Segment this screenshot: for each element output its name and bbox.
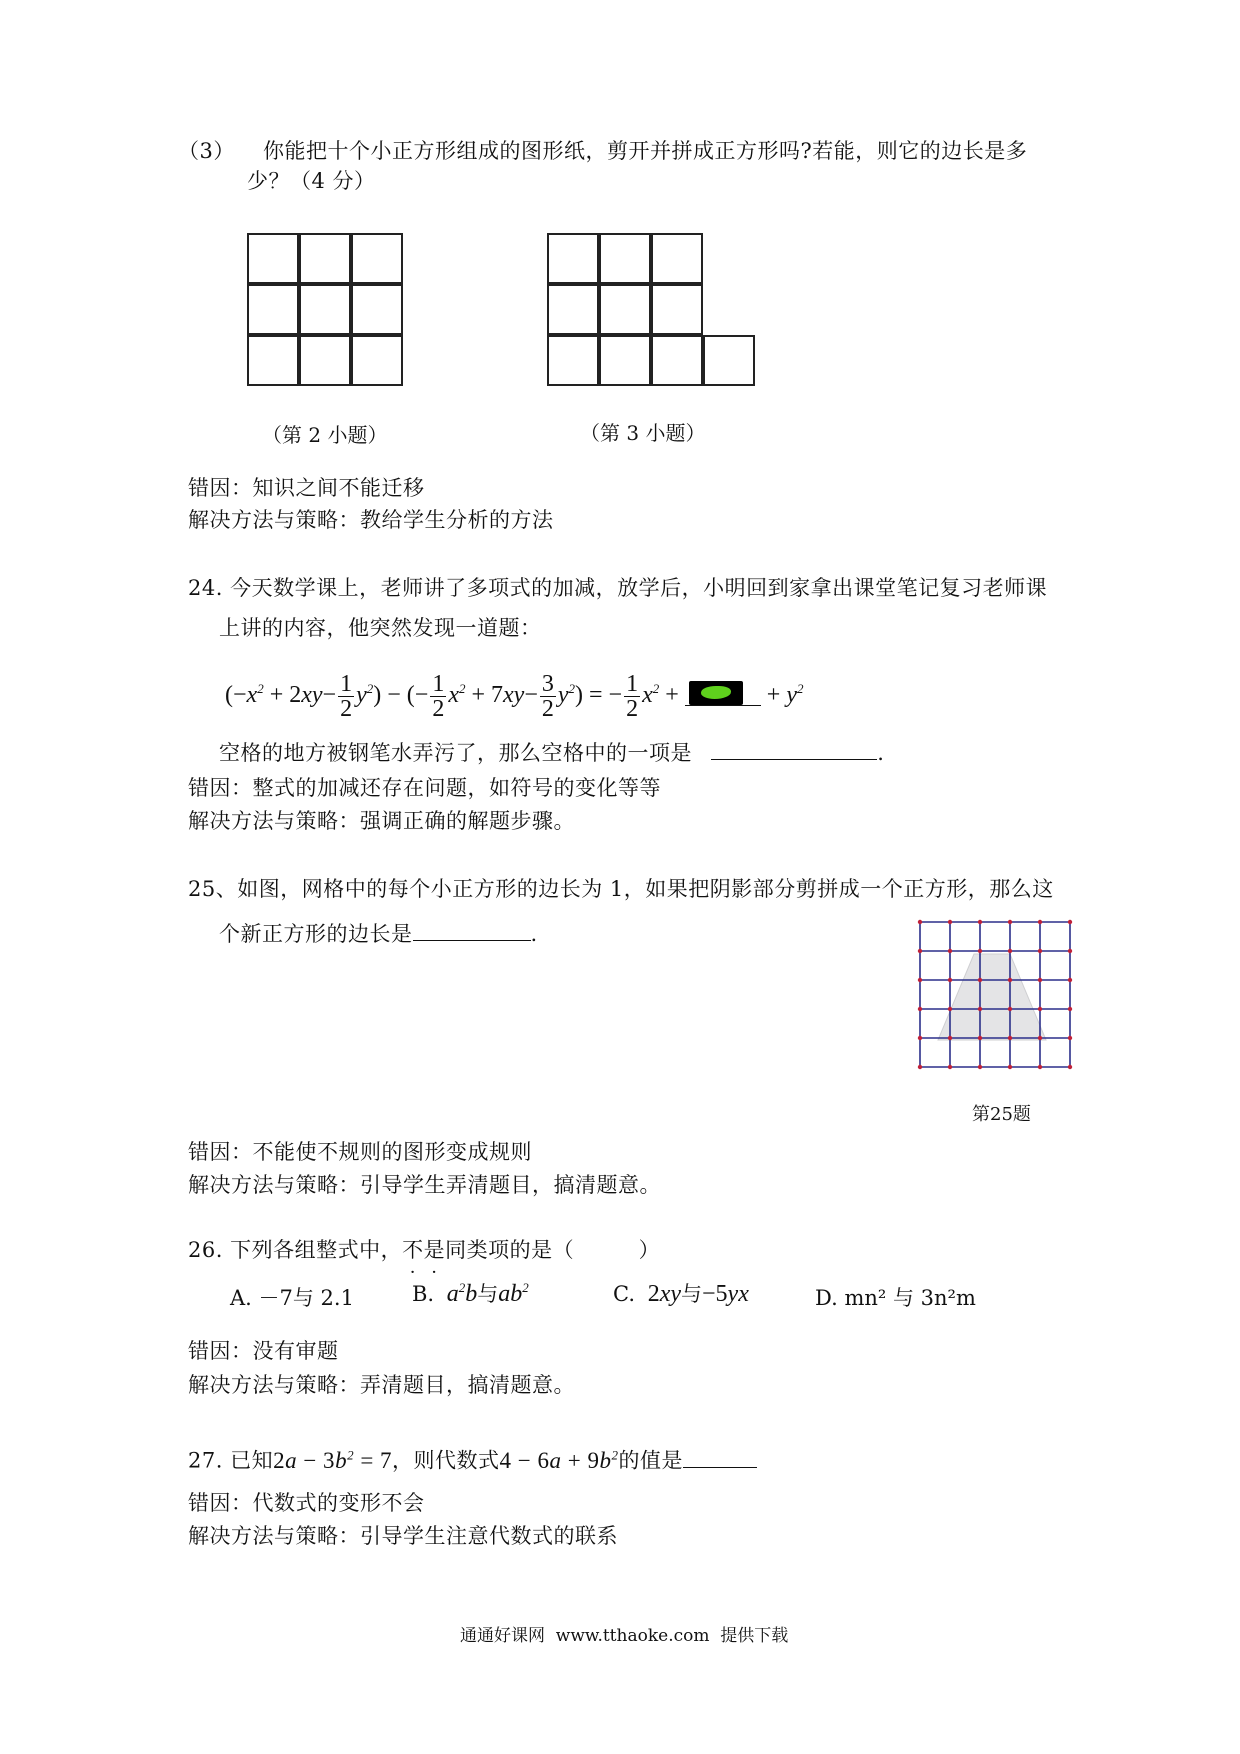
figure-2-caption: （第 2 小题）	[262, 423, 388, 447]
q25-line1: 25、如图，网格中的每个小正方形的边长为 1，如果把阴影部分剪拼成一个正方形，那么这	[188, 877, 1054, 901]
q23-strategy: 解决方法与策略：教给学生分析的方法	[188, 508, 554, 532]
q26-option-c-yu: 与	[681, 1282, 702, 1306]
page-footer: 通通好课网 www.tthaoke.com 提供下载	[460, 1626, 789, 1646]
q25-figure-caption: 第25题	[972, 1104, 1031, 1125]
q25-answer-blank	[413, 940, 531, 941]
q26-strategy: 解决方法与策略：弄清题目，搞清题意。	[188, 1373, 575, 1397]
q26-option-d: D. mn² 与 3n²m	[815, 1286, 976, 1310]
q27-pre: 27. 已知	[188, 1448, 274, 1473]
figure-3x3-grid	[247, 233, 405, 389]
figure-3-caption: （第 3 小题）	[580, 421, 706, 445]
ink-blot-blank	[685, 687, 761, 706]
q26-option-b-label: B.	[412, 1282, 435, 1306]
q24-line2: 上讲的内容，他突然发现一道题：	[219, 616, 542, 640]
q25-line2-text: 个新正方形的边长是	[219, 922, 413, 946]
q23-part3-line1: 你能把十个小正方形组成的图形纸，剪开并拼成正方形吗?若能，则它的边长是多	[263, 139, 1028, 163]
q26-option-a: A. －7与 2.1	[230, 1286, 354, 1310]
q27-strategy: 解决方法与策略：引导学生注意代数式的联系	[188, 1524, 618, 1548]
q27-answer-blank	[683, 1467, 757, 1468]
q24-error-cause: 错因：整式的加减还存在问题，如符号的变化等等	[188, 776, 661, 800]
q26-error-cause: 错因：没有审题	[188, 1339, 339, 1363]
q26-line1-post: 同类项的是（ ）	[445, 1238, 661, 1262]
q26-emphasis-bu: 不	[402, 1238, 424, 1262]
q26-option-c-label: C.	[613, 1282, 635, 1306]
q25-grid-figure	[916, 918, 1074, 1072]
q27-mid: ，则代数式	[392, 1448, 500, 1473]
q26-emphasis-shi: 是	[423, 1238, 446, 1262]
q24-question-text: 空格的地方被钢笔水弄污了，那么空格中的一项是	[219, 741, 692, 765]
q25-error-cause: 错因：不能使不规则的图形变成规则	[188, 1140, 532, 1164]
q24-answer-blank	[711, 759, 877, 760]
q25-line2-end: .	[530, 922, 538, 946]
q26-line1	[188, 1235, 660, 1265]
q23-error-cause: 错因：知识之间不能迁移	[188, 476, 425, 500]
q25-strategy: 解决方法与策略：引导学生弄清题目，搞清题意。	[188, 1173, 661, 1197]
q23-part3-line2: 少？（4 分）	[247, 169, 376, 193]
q24-strategy: 解决方法与策略：强调正确的解题步骤。	[188, 809, 575, 833]
q27-post: 的值是	[618, 1448, 684, 1473]
figure-ten-squares-grid	[547, 233, 759, 390]
q26-option-b-yu: 与	[477, 1282, 499, 1306]
q24-equation: ($-x^2 + 2xy-$ $\frac{1}{2}$ $y^2$) − (− $\frac{1}{2}$ $x^2 + 7xy-$ $\frac{3}{2}$ $y^2$) = − $\frac{1}{2}$ $x^2$ + + $y^2$	[225, 670, 804, 722]
q24-line1: 24. 今天数学课上，老师讲了多项式的加减，放学后，小明回到家拿出课堂笔记复习老师课	[188, 576, 1048, 600]
q23-part3-label: （3）	[178, 139, 235, 163]
q27-line: 27. 已知$2a - 3b^2 = 7$，则代数式$4 - 6a + 9b^2$的值是	[188, 1440, 757, 1476]
q27-error-cause: 错因：代数式的变形不会	[188, 1491, 425, 1515]
q26-option-c: C. 2xy与−5yx	[613, 1281, 749, 1307]
q24-question-end: .	[877, 741, 885, 765]
q24-question-line	[219, 738, 884, 768]
q26-line1-pre: 26. 下列各组整式中，	[188, 1238, 403, 1262]
q25-line2	[219, 919, 538, 949]
q26-option-b: B. $a^2b$与$ab^2$	[412, 1280, 529, 1307]
shaded-trapezoid	[938, 954, 1046, 1040]
